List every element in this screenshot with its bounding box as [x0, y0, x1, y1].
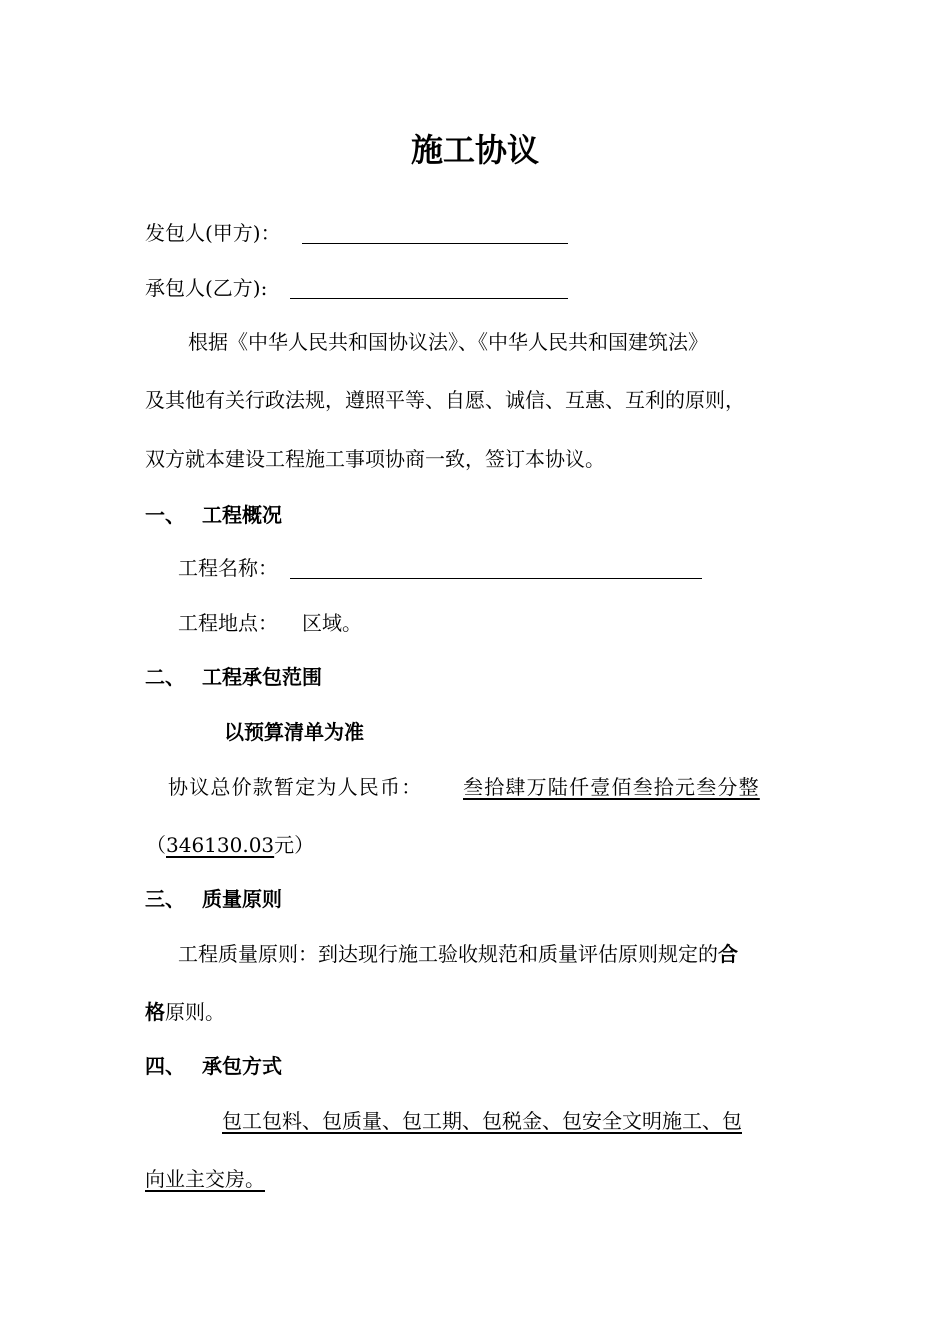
price-open-paren: （: [146, 833, 166, 857]
section-4-number: 四、: [145, 1054, 185, 1078]
section-3-heading: 质量原则: [202, 887, 282, 911]
price-in-words: 叁拾肆万陆仟壹佰叁拾元叁分整: [463, 775, 760, 799]
contract-method-line-2: 向业主交房。: [145, 1167, 265, 1191]
preamble-line-2: 及其他有关行政法规，遵照平等、自愿、诚信、互惠、互利的原则，: [145, 388, 745, 412]
party-a-blank: [302, 243, 568, 244]
section-2-heading: 工程承包范围: [202, 665, 322, 689]
section-2-number: 二、: [145, 665, 185, 689]
price-number: 346130.03: [166, 833, 275, 857]
section-4-heading: 承包方式: [202, 1054, 282, 1078]
price-label: 协议总价款暂定为人民币：: [168, 775, 423, 799]
contract-method-line-1: 包工包料、包质量、包工期、包税金、包安全文明施工、包: [222, 1109, 742, 1133]
quality-text-1-bold: 合: [718, 942, 738, 966]
quality-text-2-bold: 格: [145, 1000, 165, 1024]
party-b-blank: [290, 298, 568, 299]
project-location-value: 区域。: [302, 611, 362, 635]
quality-text-2: 原则。: [165, 1000, 225, 1024]
project-name-label: 工程名称：: [178, 556, 278, 580]
section-1-heading: 工程概况: [202, 503, 282, 527]
quality-text-1: 工程质量原则：到达现行施工验收规范和质量评估原则规定的: [178, 942, 718, 966]
document-title: 施工协议: [410, 131, 539, 169]
scope-text: 以预算清单为准: [224, 720, 364, 744]
section-1-number: 一、: [145, 503, 185, 527]
price-close: 元）: [274, 833, 315, 857]
section-3-number: 三、: [145, 887, 185, 911]
project-location-label: 工程地点：: [178, 611, 278, 635]
quality-line-1: [178, 941, 738, 967]
party-a-label: 发包人(甲方)：: [145, 221, 281, 245]
quality-line-2: [145, 999, 225, 1025]
project-name-blank: [290, 578, 702, 579]
party-b-label: 承包人(乙方):: [145, 276, 268, 300]
preamble-line-3: 双方就本建设工程施工事项协商一致，签订本协议。: [145, 447, 605, 471]
preamble-line-1: 根据《中华人民共和国协议法》、《中华人民共和国建筑法》: [188, 330, 708, 354]
price-number-line: [146, 832, 314, 858]
